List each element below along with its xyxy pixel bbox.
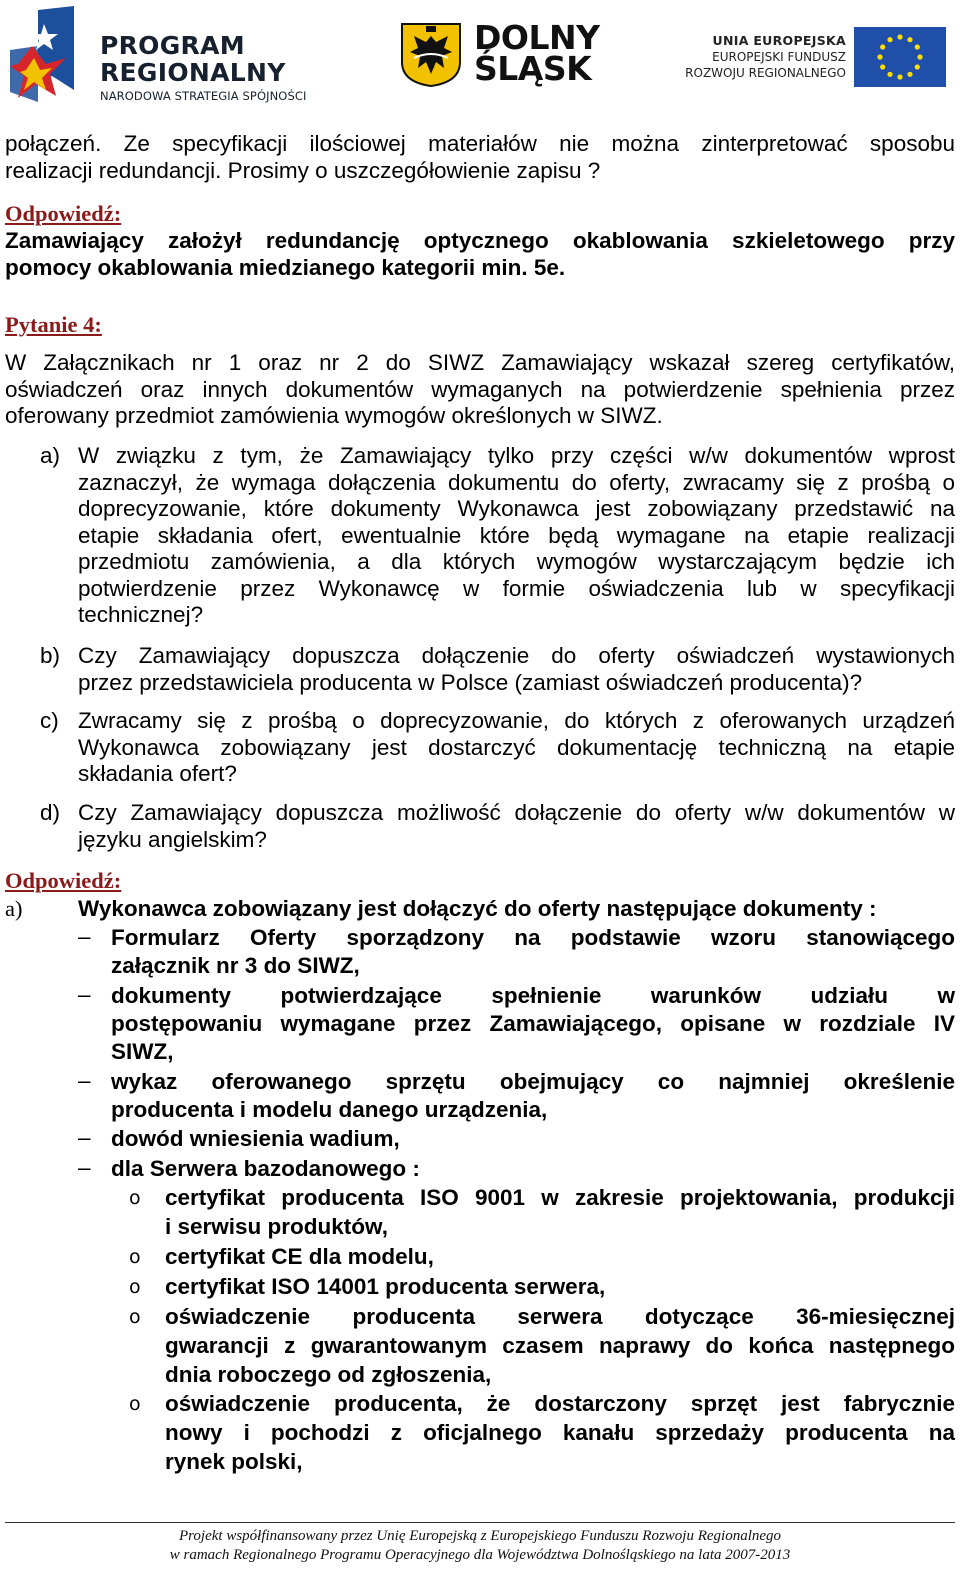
text-line: składania ofert? [78,761,237,786]
dash-bullet: – [78,1125,91,1150]
answer-4-heading: Odpowiedź: [5,868,122,893]
text-line: realizacji redundancji. Prosimy o uszczegółowienie zapisu ? [5,157,601,183]
dash-bullet: – [78,1155,91,1180]
dash-item [111,1125,955,1153]
item-text [78,800,955,853]
dash-bullet: – [78,924,91,949]
item-text [78,643,955,696]
item-text [78,708,955,788]
dash-list [5,924,955,1181]
text-line: języku angielskim? [78,826,267,852]
circle-item [165,1389,955,1476]
text-line: rynek polski, [165,1449,303,1474]
text-line: przedmiotu zamówienia, a dla których wymogów wystarczającym będzie ich [78,549,955,574]
text-line: oświadczenie producenta, że dostarczony sprzęt jest fabrycznie [165,1391,955,1416]
item-text [78,443,955,629]
item-label: c) [40,708,59,733]
circle-item [165,1302,955,1389]
circle-bullet: o [129,1246,141,1268]
text-line: certyfikat CE dla modelu, [165,1244,434,1269]
text-line: nowy i pochodzi z oficjalnego kanału sprzedaży producenta na [165,1420,955,1445]
text-line: Zwracamy się z prośbą o doprecyzowanie, do których z oferowanych urządzeń [78,708,955,733]
pr-line1: PROGRAM [100,31,245,60]
text-line: dnia roboczego od zgłoszenia, [165,1362,492,1387]
program-regionalny-emblem-icon [8,6,88,110]
text-line: dokumenty potwierdzające spełnienie warunków udziału w [111,983,955,1008]
dash-item [111,1155,955,1183]
circle-bullet: o [129,1187,141,1209]
text-line: przez przedstawiciela producenta w Polsce (zamiast oświadczeń producenta)? [78,669,863,695]
text-line: Czy Zamawiający dopuszcza możliwość dołączenie do oferty w/w dokumentów w [78,800,955,825]
dash-bullet: – [78,982,91,1007]
text-line: połączeń. Ze specyfikacji ilościowej materiałów nie można zinterpretować sposobu [5,131,955,156]
text-line: zaznaczył, że wymaga dołączenia dokumentu do oferty, zwracamy się z prośbą o [78,469,955,495]
dash-item [111,924,955,980]
text-line: Formularz Oferty sporządzony na podstawie wzoru stanowiącego [111,925,955,950]
text-line: oświadczenie producenta serwera dotyczące 36-miesięcznej [165,1304,955,1329]
circle-bullet: o [129,1276,141,1298]
eu-logo [672,24,952,90]
dash-bullet: – [78,1068,91,1093]
footer-line2: w ramach Regionalnego Programu Operacyjnego dla Województwa Dolnośląskiego na lata 2007-2013 [169,1547,791,1563]
circle-bullet: o [129,1306,141,1328]
text-line: W związku z tym, że Zamawiający tylko przy części w/w dokumentów wprost [78,443,955,468]
text-line: i serwisu produktów, [165,1214,388,1239]
pr-line3: NARODOWA STRATEGIA SPÓJNOŚCI [100,89,307,103]
program-regionalny-logo [8,6,338,110]
text-line: W Załącznikach nr 1 oraz nr 2 do SIWZ Zamawiający wskazał szereg certyfikatów, [5,350,955,375]
text-line: producenta i modelu danego urządzenia, [111,1097,548,1122]
item-label: a) [40,443,61,468]
text-line: technicznej? [78,602,204,627]
circle-item [165,1272,955,1301]
text-line: oferowany przedmiot zamówienia wymogów określonych w SIWZ. [5,403,663,428]
circle-bullet: o [129,1393,141,1415]
text-line: Zamawiający założył redundancję optycznego okablowania szkieletowego przy [5,228,955,253]
text-line: Wykonawca zobowiązany jest dostarczyć dokumentację techniczną na etapie [78,734,955,760]
circle-list [5,1183,955,1474]
question-4-intro [5,350,955,430]
text-line: dla Serwera bazodanowego : [111,1156,420,1181]
text-line: postępowaniu wymagane przez Zamawiającego, opisane w rozdziale IV [111,1011,955,1036]
footer-line1: Projekt współfinansowany przez Unię Europejską z Europejskiego Funduszu Rozwoju Regionalnego [178,1528,782,1544]
text-line: doprecyzowanie, które dokumenty Wykonawca jest zobowiązany przedstawić na [78,496,955,521]
ds-line2: ŚLĄSK [474,49,592,88]
text-line: gwarancji z gwarantowanym czasem naprawy do końca następnego [165,1333,955,1358]
answer-heading-prev: Odpowiedź: [5,201,122,226]
text-line: Czy Zamawiający dopuszcza dołączenie do oferty oświadczeń wystawionych [78,643,955,668]
eu-line1: UNIA EUROPEJSKA [712,33,846,48]
answer-4-intro: Wykonawca zobowiązany jest dołączyć do oferty następujące dokumenty : [78,896,877,921]
text-line: certyfikat producenta ISO 9001 w zakresie projektowania, produkcji [165,1185,955,1210]
item-label: b) [40,643,61,668]
text-line: wykaz oferowanego sprzętu obejmujący co najmniej określenie [111,1069,955,1094]
circle-item [165,1242,955,1271]
answer-4-label: a) [5,896,23,921]
page-footer [0,1527,960,1565]
dolny-slask-logo [400,18,610,92]
text-line: oświadczeń oraz innych dokumentów wymaganych na potwierdzenie spełnienia przez [5,376,955,402]
footer-divider [5,1522,955,1523]
page-header [0,0,960,118]
text-line: załącznik nr 3 do SIWZ, [111,953,360,978]
dash-item [111,982,955,1066]
eu-line2: EUROPEJSKI FUNDUSZ [712,50,846,64]
eu-line3: ROZWOJU REGIONALNEGO [685,66,846,80]
previous-question-tail [5,131,955,184]
answer-prev-text [5,228,955,281]
ds-line1: DOLNY [474,18,600,57]
text-line: etapie składania ofert, ewentualnie które będą wymagane na etapie realizacji [78,522,955,548]
pr-line2: REGIONALNY [100,58,286,87]
text-line: dowód wniesienia wadium, [111,1126,400,1151]
eagle-coat-of-arms-icon [400,22,462,88]
dash-item [111,1068,955,1124]
text-line: pomocy okablowania miedzianego kategorii min. 5e. [5,254,566,280]
text-line: certyfikat ISO 14001 producenta serwera, [165,1274,606,1299]
text-line: potwierdzenie przez Wykonawcę w formie oświadczenia lub w specyfikacji [78,575,955,601]
text-line: SIWZ, [111,1039,174,1064]
eu-flag-icon [854,27,946,87]
item-label: d) [40,800,61,825]
question-4-heading: Pytanie 4: [5,312,102,337]
circle-item [165,1183,955,1241]
